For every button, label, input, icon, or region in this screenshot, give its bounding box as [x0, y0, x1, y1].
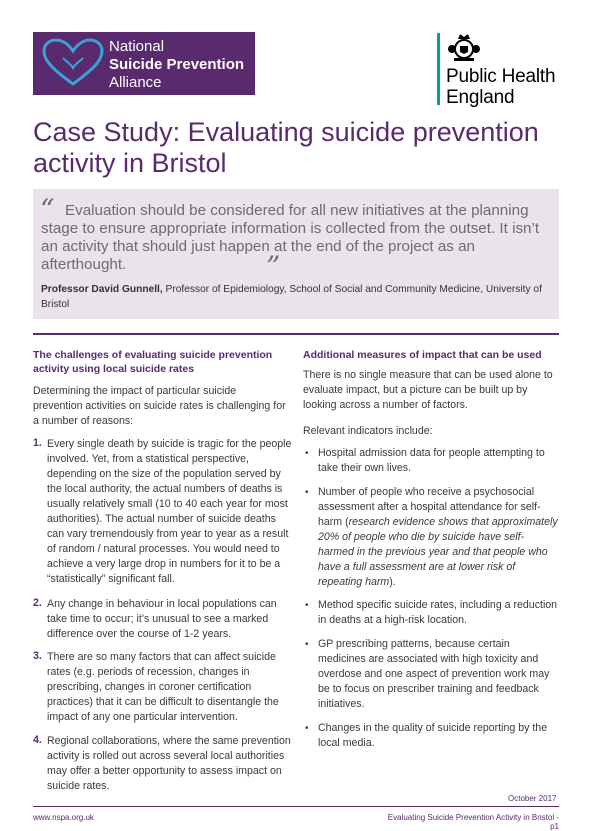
left-intro: Determining the impact of particular suicide prevention activities on suicide rates is challenging for a number of reasons: — [33, 385, 286, 427]
quote-author: Professor David Gunnell, — [41, 284, 163, 295]
bullet-text-end: ). — [389, 576, 396, 588]
phe-line1: Public Health — [446, 66, 556, 87]
list-item: Every single death by suicide is tragic for the people involved. Yet, from a statistical perspective, depending on the size of the population served by the local authority, the actual numbers of deaths is usually relatively small (10 to 40 each year for most authorities). The actual number of suicide deaths can vary tremendously from year to year as a result of random / natural processes. You would need to achieve a very large drop in numbers for it to be a “statistically” significant fall. — [47, 438, 292, 585]
relevant-label: Relevant indicators include: — [303, 425, 433, 437]
quote-role: Professor of Epidemiology, School of Social and Community Medicine, University of Bristol — [41, 284, 542, 310]
list-number: 4. — [33, 734, 42, 746]
list-item: Any change in behaviour in local populations can take time to occur; it’s unusual to see a marked difference over the course of 1-2 years. — [47, 598, 277, 640]
list-item — [318, 485, 560, 590]
list-number: 3. — [33, 650, 42, 662]
list-item: Method specific suicide rates, including a reduction in deaths at a high-risk location. — [318, 599, 558, 626]
nspa-logo — [33, 32, 255, 95]
left-heading: The challenges of evaluating suicide prevention activity using local suicide rates — [33, 349, 273, 375]
publication-date: October 2017 — [508, 794, 557, 803]
footer-url-link[interactable]: www.nspa.org.uk — [33, 813, 94, 822]
list-item: Hospital admission data for people attempting to take their own lives. — [318, 447, 545, 474]
royal-crest-icon — [446, 31, 482, 63]
phe-logo-text — [446, 66, 555, 108]
right-intro: There is no single measure that can be used alone to evaluate impact, but a picture can be built up by looking across a number of factors. — [303, 369, 553, 411]
bullet-icon: • — [305, 600, 309, 611]
nspa-line3: Alliance — [109, 74, 162, 91]
list-item: Changes in the quality of suicide reporting by the local media. — [318, 722, 548, 749]
list-number: 2. — [33, 597, 42, 609]
list-item: There are so many factors that can affect suicide rates (e.g. periods of recession, changes in prescribing, changes in coroner certification practices) that it can be difficult to disentangle the impact of any one particular intervention. — [47, 651, 279, 723]
phe-line2: England — [446, 87, 515, 108]
divider-bottom — [33, 806, 559, 807]
bullet-italic-text: research evidence shows that approximately 20% of people who die by suicide have self-harmed in the previous year and that people who have a full assessment are at lower risk of repeating harm — [318, 516, 558, 588]
bullet-text: Number of people who receive a psychosocial assessment after a hospital attendance for self-harm ( — [318, 486, 541, 528]
open-quote-icon: “ — [40, 193, 55, 226]
quote-attribution — [41, 282, 551, 312]
bullet-icon: • — [305, 448, 309, 459]
list-item: Regional collaborations, where the same prevention activity is rolled out across several local authorities may offer a better opportunity to assess impact on suicide rates. — [47, 735, 291, 792]
phe-divider — [437, 33, 440, 105]
bullet-icon: • — [305, 487, 309, 498]
page-title: Case Study: Evaluating suicide prevention activity in Bristol — [33, 117, 539, 178]
right-heading: Additional measures of impact that can be used — [303, 349, 542, 361]
heart-logo-icon — [41, 38, 105, 88]
bullet-icon: • — [305, 639, 309, 650]
divider-top — [33, 333, 559, 335]
nspa-line1: National — [109, 38, 165, 55]
nspa-line2: Suicide Prevention — [109, 56, 245, 73]
list-item: GP prescribing patterns, because certain medicines are associated with high toxicity and overdose and one aspect of prevention work may be to focus on prescriber training and feedback initiatives. — [318, 638, 550, 710]
quote-text: Evaluation should be considered for all new initiatives at the planning stage to ensure appropriate information is collected from the outset. It isn’t an activity that should just happen at the end of the project as an afterthought. — [41, 202, 540, 273]
bullet-icon: • — [305, 723, 309, 734]
list-number: 1. — [33, 437, 42, 449]
close-quote-icon: ” — [266, 250, 281, 283]
footer-page-label: Evaluating Suicide Prevention Activity in Bristol - p1 — [387, 813, 559, 831]
